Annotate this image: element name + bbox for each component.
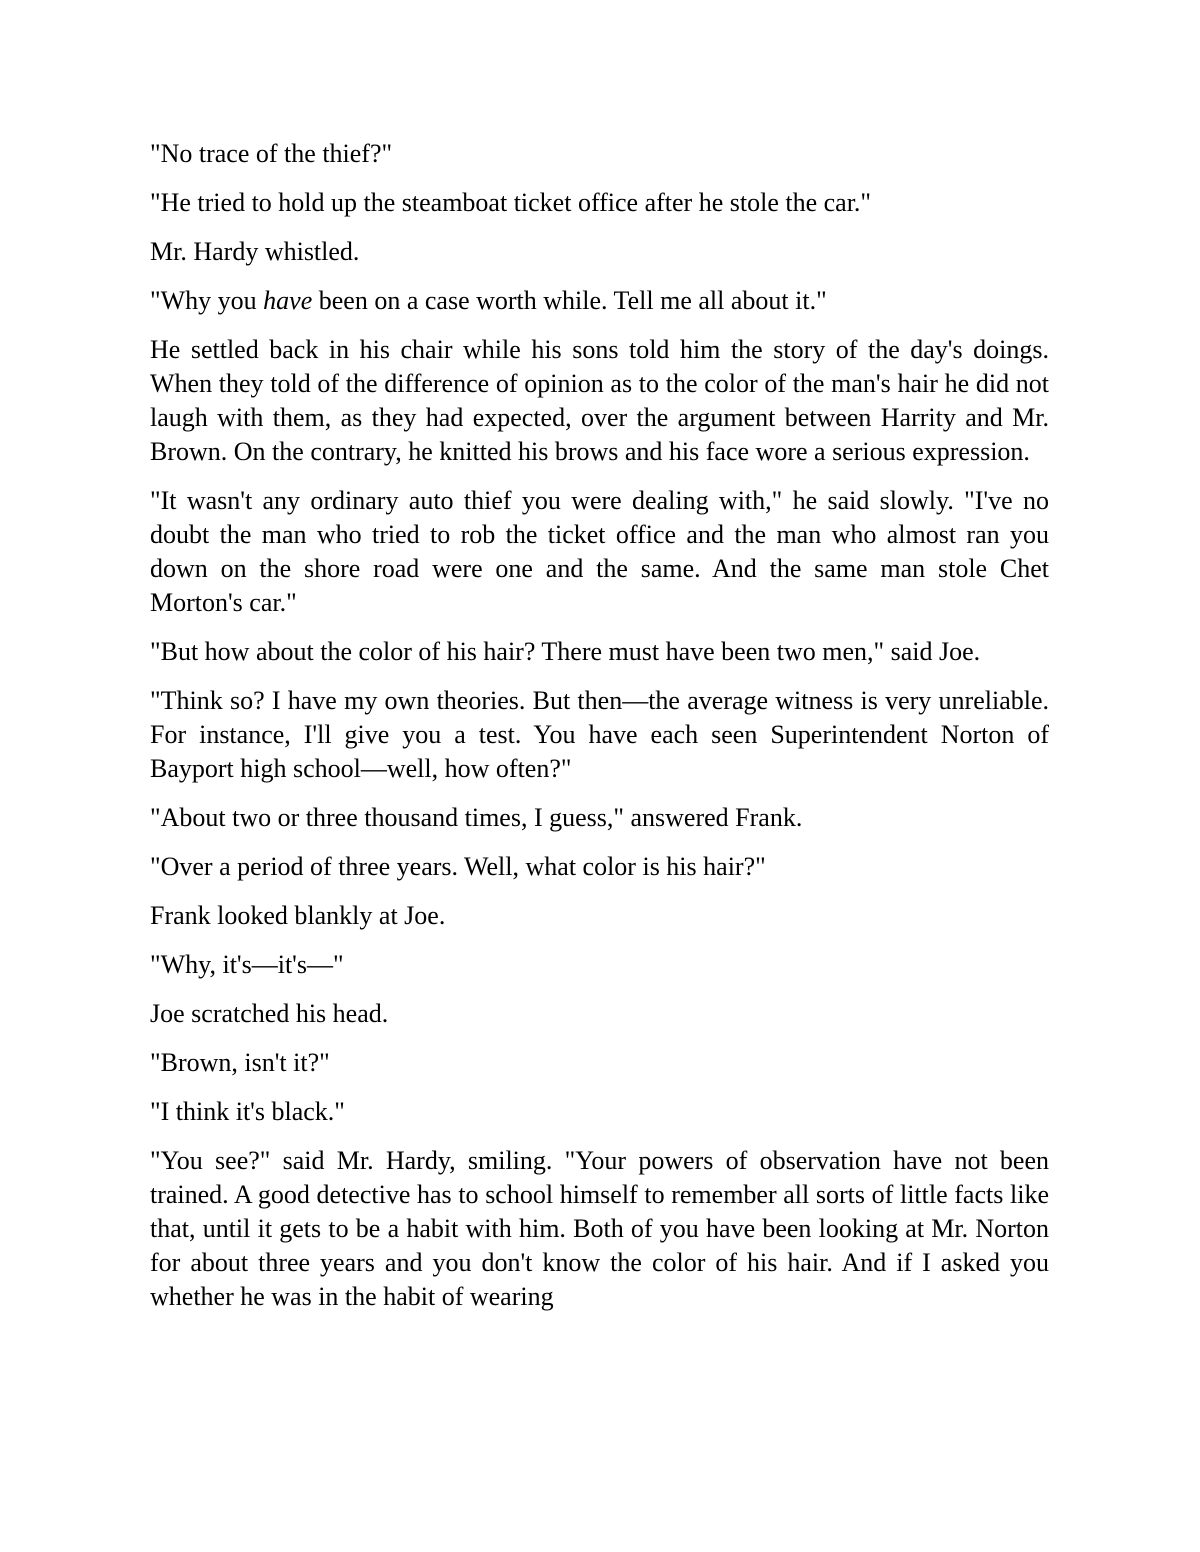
paragraph (150, 684, 1049, 786)
text-run: "He tried to hold up the steamboat ticket office after he stole the car." (150, 188, 872, 217)
paragraph (150, 1144, 1049, 1314)
text-run: Frank looked blankly at Joe. (150, 901, 446, 930)
text-run: Joe scratched his head. (150, 999, 389, 1028)
paragraph (150, 186, 1049, 220)
text-run: "It wasn't any ordinary auto thief you were dealing with," he said slowly. "I've no doubt the man who tried to rob the ticket office and the man who almost ran you down on the shore road were one and the same. And the same man stole Chet Morton's car." (150, 486, 1049, 617)
paragraph (150, 333, 1049, 469)
text-run: "Why, it's—it's—" (150, 950, 344, 979)
text-run: "Why you (150, 286, 264, 315)
paragraph (150, 484, 1049, 620)
paragraph (150, 850, 1049, 884)
text-run: "About two or three thousand times, I guess," answered Frank. (150, 803, 803, 832)
paragraph (150, 801, 1049, 835)
italic-text-run: have (263, 286, 313, 315)
paragraph (150, 635, 1049, 669)
text-run: "Brown, isn't it?" (150, 1048, 330, 1077)
text-run: "Over a period of three years. Well, what color is his hair?" (150, 852, 766, 881)
text-run: He settled back in his chair while his sons told him the story of the day's doings. When they told of the difference of opinion as to the color of the man's hair he did not laugh with them, as they had expected, over the argument between Harrity and Mr. Brown. On the contrary, he knitted his brows and his face wore a serious expression. (150, 335, 1049, 466)
paragraph (150, 948, 1049, 982)
paragraph (150, 235, 1049, 269)
text-run: "No trace of the thief?" (150, 139, 393, 168)
text-run: "Think so? I have my own theories. But then—the average witness is very unreliable. For instance, I'll give you a test. You have each seen Superintendent Norton of Bayport high school—well, how often?" (150, 686, 1049, 783)
paragraph (150, 1046, 1049, 1080)
text-run: Mr. Hardy whistled. (150, 237, 360, 266)
text-run: "You see?" said Mr. Hardy, smiling. "Your powers of observation have not been trained. A good detective has to school himself to remember all sorts of little facts like that, until it gets to be a habit with him. Both of you have been looking at Mr. Norton for about three years and you don't know the color of his hair. And if I asked you whether he was in the habit of wearing (150, 1146, 1049, 1311)
paragraph (150, 899, 1049, 933)
text-run: "I think it's black." (150, 1097, 345, 1126)
text-run: been on a case worth while. Tell me all about it." (312, 286, 827, 315)
paragraph (150, 284, 1049, 318)
paragraph (150, 137, 1049, 171)
text-run: "But how about the color of his hair? There must have been two men," said Joe. (150, 637, 981, 666)
paragraph (150, 997, 1049, 1031)
paragraph (150, 1095, 1049, 1129)
